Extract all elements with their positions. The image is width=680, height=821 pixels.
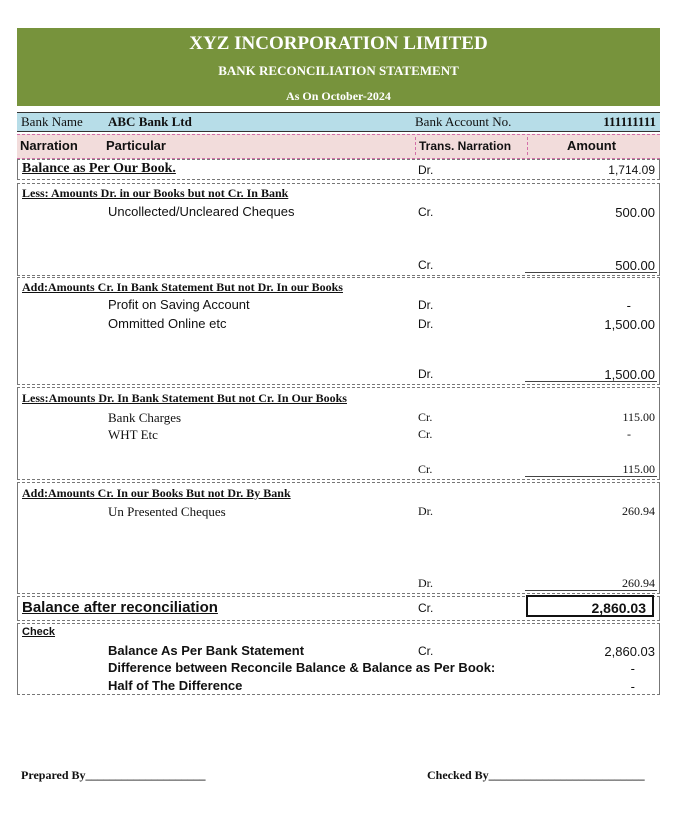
item-amount: - — [626, 298, 631, 313]
closing-balance-amount: 2,860.03 — [526, 595, 654, 617]
item-type: Dr. — [418, 504, 433, 518]
check-amount: - — [630, 679, 635, 694]
item-type: Cr. — [418, 205, 434, 219]
check-section — [17, 623, 660, 695]
item-amount: - — [627, 427, 631, 441]
bank-name-label: Bank Name — [21, 114, 83, 129]
title-banner — [17, 28, 660, 106]
item-particular: Ommitted Online etc — [108, 316, 227, 331]
total-rule — [525, 476, 657, 477]
total-rule — [525, 272, 657, 273]
col-narration: Narration — [20, 138, 78, 153]
total-amount: 500.00 — [615, 258, 655, 273]
section-title: Less: Amounts Dr. in our Books but not Cr. In Bank — [22, 186, 289, 200]
check-label: Difference between Reconcile Balance & Balance as Per Book: — [108, 660, 496, 675]
col-amount: Amount — [566, 138, 617, 153]
opening-balance-type: Dr. — [418, 163, 434, 177]
item-particular: Uncollected/Uncleared Cheques — [108, 204, 295, 219]
total-rule — [525, 381, 657, 382]
item-amount: 115.00 — [622, 410, 655, 424]
item-type: Cr. — [418, 410, 433, 424]
column-header-row — [17, 134, 660, 159]
total-amount: 1,500.00 — [604, 367, 655, 382]
closing-balance-row — [17, 596, 660, 621]
item-amount: 500.00 — [615, 205, 655, 220]
opening-balance-label: Balance as Per Our Book. — [22, 161, 176, 176]
closing-balance-type: Cr. — [418, 601, 434, 615]
check-label: Half of The Difference — [108, 678, 243, 693]
checked-by-signature-line: Checked By__________________________ — [427, 768, 645, 782]
total-rule — [525, 590, 657, 591]
prepared-by-signature-line: Prepared By____________________ — [21, 768, 206, 782]
reconciliation-sheet — [17, 28, 660, 782]
bank-info-row — [17, 112, 660, 132]
check-amount: 2,860.03 — [604, 644, 655, 659]
total-type: Dr. — [418, 576, 433, 590]
col-trans-narration: Trans. Narration — [415, 137, 528, 155]
check-label: Balance As Per Bank Statement — [108, 643, 305, 658]
company-name: XYZ INCORPORATION LIMITED — [189, 33, 488, 54]
item-type: Cr. — [418, 427, 433, 441]
section-title: Less:Amounts Dr. In Bank Statement But not Cr. In Our Books — [22, 391, 347, 405]
item-amount: 260.94 — [622, 504, 655, 518]
closing-balance-label: Balance after reconciliation — [22, 599, 218, 616]
item-type: Dr. — [418, 317, 434, 331]
total-type: Cr. — [418, 258, 434, 272]
col-particular: Particular — [106, 138, 166, 153]
check-amount: - — [630, 661, 635, 676]
section-title: Add:Amounts Cr. In Bank Statement But not Dr. In our Books — [22, 280, 343, 294]
section-less-dr-bank — [17, 387, 660, 480]
total-type: Cr. — [418, 462, 433, 476]
bank-name-value: ABC Bank Ltd — [108, 114, 192, 129]
total-amount: 115.00 — [622, 462, 655, 476]
check-type: Cr. — [418, 644, 434, 658]
account-label: Bank Account No. — [415, 114, 512, 129]
total-type: Dr. — [418, 367, 434, 381]
section-add-cr-bank — [17, 277, 660, 385]
statement-title: BANK RECONCILIATION STATEMENT — [218, 63, 459, 78]
opening-balance-amount: 1,714.09 — [608, 163, 655, 177]
section-add-cr-books — [17, 482, 660, 594]
item-particular: Profit on Saving Account — [108, 297, 250, 312]
item-particular: Un Presented Cheques — [108, 504, 226, 519]
section-less-dr-books — [17, 183, 660, 276]
item-amount: 1,500.00 — [604, 317, 655, 332]
opening-balance-row — [17, 159, 660, 180]
statement-date: As On October-2024 — [286, 89, 391, 103]
account-number: 111111111 — [603, 114, 656, 129]
check-title: Check — [22, 626, 56, 638]
item-particular: WHT Etc — [108, 427, 158, 442]
section-title: Add:Amounts Cr. In our Books But not Dr. By Bank — [22, 486, 291, 500]
total-amount: 260.94 — [622, 576, 655, 590]
item-particular: Bank Charges — [108, 410, 182, 425]
item-type: Dr. — [418, 298, 434, 312]
